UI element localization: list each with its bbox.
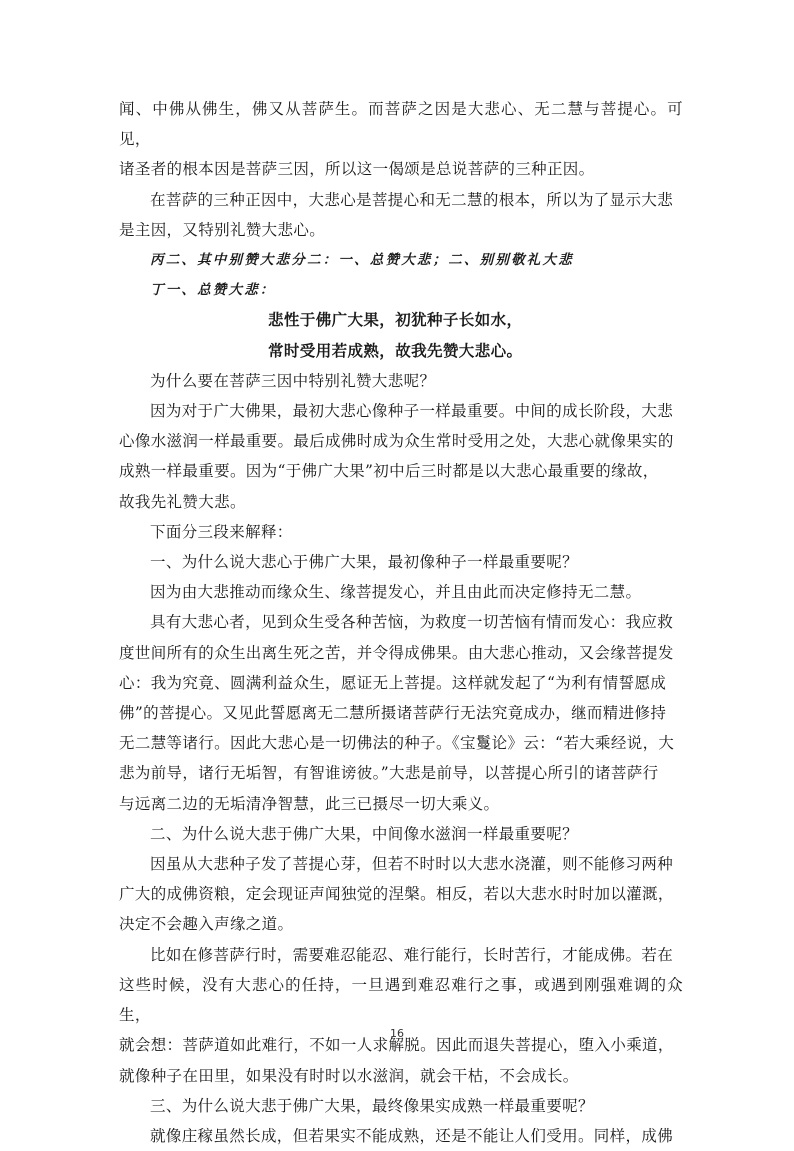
verse-line: 悲性于佛广大果，初犹种子长如水， <box>268 311 523 330</box>
text-line: 广大的成佛资粮，定会现证声闻独觉的涅槃。相反，若以大悲水时时加以灌溉， <box>119 885 674 904</box>
text-line: 就像种子在田里，如果没有时时以水滋润，就会干枯，不会成长。 <box>119 1066 579 1085</box>
text-line: 二、为什么说大悲于佛广大果，中间像水滋润一样最重要呢？ <box>150 824 578 843</box>
body-text <box>119 94 683 1151</box>
text-line: 闻、中佛从佛生，佛又从菩萨生。而菩萨之因是大悲心、无二慧与菩提心。可见， <box>119 100 683 149</box>
section-heading: 丁一、总赞大悲： <box>150 282 276 299</box>
text-line: 因为由大悲推动而缘众生、缘菩提发心，并且由此而决定修持无二慧。 <box>150 583 642 602</box>
text-line: 这些时候，没有大悲心的任持，一旦遇到难忍难行之事，或遇到刚强难调的众生， <box>119 975 683 1025</box>
text-line: 下面分三段来解释： <box>150 522 293 541</box>
text-line: 就像庄稼虽然长成，但若果实不能成熟，还是不能让人们受用。同样，成佛 <box>150 1126 674 1145</box>
section-heading: 丙二、其中别赞大悲分二：一、总赞大悲；二、别别敬礼大悲 <box>150 252 574 269</box>
text-line: 因虽从大悲种子发了菩提心芽，但若不时时以大悲水浇灌，则不能修习两种 <box>150 855 674 874</box>
text-line: 就会想：菩萨道如此难行，不如一人求解脱。因此而退失菩提心，堕入小乘道， <box>119 1036 674 1055</box>
text-line: 是主因，又特别礼赞大悲心。 <box>119 220 326 239</box>
text-line: 在菩萨的三种正因中，大悲心是菩提心和无二慧的根本，所以为了显示大悲 <box>150 190 674 209</box>
text-line: 佛”的菩提心。又见此誓愿离无二慧所摄诸菩萨行无法究竟成办，继而精进修持 <box>119 704 667 723</box>
text-line: 与远离二边的无垢清净智慧，此三已摄尽一切大乘义。 <box>119 794 500 813</box>
text-line: 一、为什么说大悲心于佛广大果，最初像种子一样最重要呢？ <box>150 553 578 572</box>
text-line: 为什么要在菩萨三因中特别礼赞大悲呢？ <box>150 371 436 390</box>
text-line: 决定不会趣入声缘之道。 <box>119 915 294 934</box>
text-line: 无二慧等诸行。因此大悲心是一切佛法的种子。《宝鬘论》云：“若大乘经说，大 <box>119 734 675 753</box>
text-line: 悲为前导，诸行无垢智，有智谁谤彼。”大悲是前导，以菩提心所引的诸菩萨行 <box>119 764 659 783</box>
text-line: 因为对于广大佛果，最初大悲心像种子一样最重要。中间的成长阶段，大悲 <box>150 402 674 421</box>
page-number: 16 <box>390 1027 404 1040</box>
text-line: 诸圣者的根本因是菩萨三因，所以这一偈颂是总说菩萨的三种正因。 <box>119 160 595 179</box>
text-line: 成熟一样最重要。因为“于佛广大果”初中后三时都是以大悲心最重要的缘故， <box>119 462 659 481</box>
text-line: 三、为什么说大悲于佛广大果，最终像果实成熟一样最重要呢？ <box>150 1096 594 1115</box>
text-line: 比如在修菩萨行时，需要难忍能忍、难行能行，长时苦行，才能成佛。若在 <box>150 945 674 964</box>
text-line: 故我先礼赞大悲。 <box>119 492 246 511</box>
text-line: 度世间所有的众生出离生死之苦，并令得成佛果。由大悲心推动，又会缘菩提发 <box>119 643 674 662</box>
text-line: 心像水滋润一样最重要。最后成佛时成为众生常时受用之处，大悲心就像果实的 <box>119 432 674 451</box>
verse-line: 常时受用若成熟，故我先赞大悲心。 <box>268 341 523 360</box>
text-line: 心：我为究竟、圆满利益众生，愿证无上菩提。这样就发起了“为利有情誓愿成 <box>119 673 667 692</box>
text-line: 具有大悲心者，见到众生受各种苦恼，为救度一切苦恼有情而发心：我应救 <box>150 613 674 632</box>
